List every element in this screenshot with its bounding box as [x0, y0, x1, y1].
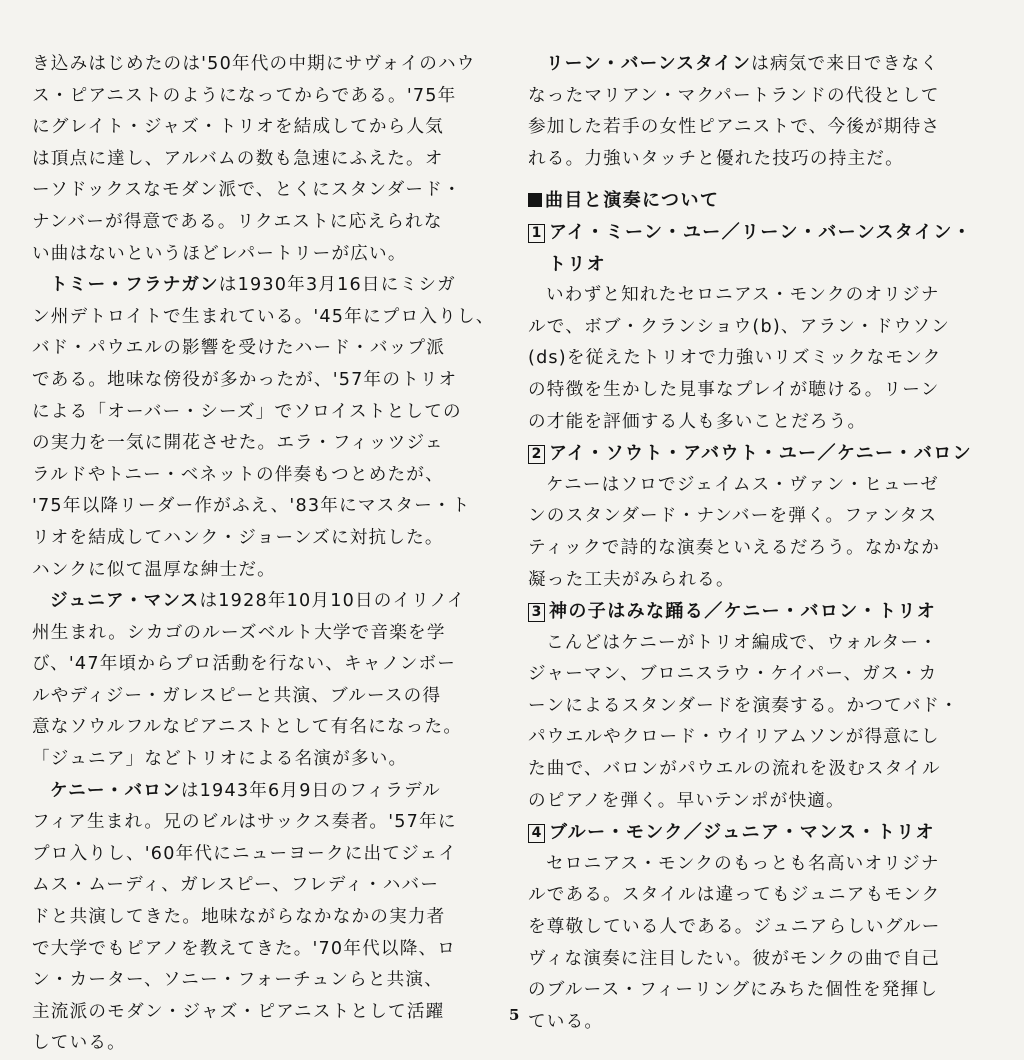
text-line: ヴィな演奏に注目したい。彼がモンクの曲で自己 — [528, 948, 941, 969]
text-line: き込みはじめたのは'50年代の中期にサヴォイのハウ — [32, 54, 476, 74]
track-title-text: アイ・ミーン・ユー／リーン・バーンスタイン・ — [549, 221, 973, 243]
text-span: は1930年3月16日にミシガ — [218, 275, 456, 296]
text-line: による「オーバー・シーズ」でソロイストとしての — [32, 401, 462, 422]
track-title-text: アイ・ソウト・アバウト・ユー／ケニー・バロン — [549, 443, 973, 465]
text-line: 意なソウルフルなピアニストとして有名になった。 — [32, 717, 463, 738]
track-title-text: ブルー・モンク／ジュニア・マンス・トリオ — [549, 822, 935, 844]
text-line: ーンによるスタンダードを演奏する。かつてバド・ — [528, 695, 959, 716]
track-3 — [528, 596, 996, 817]
track-number-box: 1 — [528, 224, 545, 243]
section-heading-text: 曲目と演奏について — [545, 190, 720, 212]
track-title — [528, 596, 996, 628]
bernstein-bio — [528, 49, 996, 175]
text-line: で大学でもピアノを教えてきた。'70年代以降、ロ — [32, 938, 457, 959]
text-line: ハンクに似て温厚な紳士だ。 — [32, 559, 276, 580]
track-title — [528, 817, 996, 849]
text-line: を尊敬している人である。ジュニアらしいグルー — [528, 917, 941, 938]
text-line: リオを結成してハンク・ジョーンズに対抗した。 — [32, 527, 444, 548]
text-line: ている。 — [528, 1011, 604, 1032]
artist-name: ジュニア・マンス — [50, 591, 200, 612]
track-4 — [528, 817, 996, 1038]
text-line: ン・カーター、ソニー・フォーチュンらと共演、 — [32, 970, 444, 991]
text-line: のブルース・フィーリングにみちた個性を発揮し — [528, 980, 939, 1001]
track-title — [528, 217, 996, 249]
text-line: ンのスタンダード・ナンバーを弾く。ファンタス — [528, 506, 938, 527]
text-line: ジャーマン、ブロニスラウ・ケイパー、ガス・カ — [528, 664, 938, 685]
track-title-continued: トリオ — [548, 253, 607, 275]
text-line: ルである。スタイルは違ってもジュニアもモンク — [528, 885, 941, 906]
bio-first-line — [528, 49, 996, 81]
left-column — [32, 49, 500, 1060]
text-line: ティックで詩的な演奏といえるだろう。なかなか — [528, 537, 941, 558]
section-heading — [528, 185, 996, 217]
text-line: 凝った工夫がみられる。 — [528, 569, 735, 590]
track-title-text: 神の子はみな踊る／ケニー・バロン・トリオ — [549, 601, 937, 623]
text-line: プロ入りし、'60年代にニューヨークに出てジェイ — [32, 843, 458, 864]
text-line: た曲で、バロンがパウエルの流れを汲むスタイル — [528, 759, 941, 780]
text-line: である。地味な傍役が多かったが、'57年のトリオ — [32, 369, 458, 390]
text-line: ドと共演してきた。地味ながらなかなかの実力者 — [32, 907, 446, 928]
text-line: れる。力強いタッチと優れた技巧の持主だ。 — [528, 148, 904, 169]
text-line: なったマリアン・マクパートランドの代役として — [528, 85, 940, 106]
text-line: 参加した若手の女性ピアニストで、今後が期待さ — [528, 117, 941, 138]
text-line: 「ジュニア」などトリオによる名演が多い。 — [32, 749, 408, 770]
text-span: は1928年10月10日のイリノイ — [199, 591, 466, 612]
text-line: は頂点に達し、アルバムの数も急速にふえた。オ — [32, 148, 444, 169]
text-line: の才能を評価する人も多いことだろう。 — [528, 411, 867, 432]
track-number-box: 4 — [528, 824, 545, 843]
text-line: ルで、ボブ・クランショウ(b)、アラン・ドウソン — [528, 316, 951, 337]
text-line: (ds)を従えたトリオで力強いリズミックなモンク — [528, 348, 942, 369]
text-line: ーソドックスなモダン派で、とくにスタンダード・ — [32, 180, 462, 201]
right-column — [528, 49, 996, 1038]
bio-first-line — [32, 776, 500, 808]
artist-name: ケニー・バロン — [50, 780, 181, 801]
text-line: い曲はないというほどレパートリーが広い。 — [32, 243, 407, 264]
artist-name: リーン・バーンスタイン — [546, 54, 752, 74]
bio-first-line — [32, 270, 500, 302]
text-line: セロニアス・モンクのもっとも名高いオリジナ — [546, 853, 940, 874]
text-line: の実力を一気に開花させた。エラ・フィッツジェ — [32, 433, 444, 454]
text-line: ン州デトロイトで生まれている。'45年にプロ入りし、 — [32, 306, 495, 327]
text-line: ルやディジー・ガレスピーと共演、ブルースの得 — [32, 685, 442, 706]
text-line: ムス・ムーディ、ガレスピー、フレディ・ハバー — [32, 875, 440, 896]
text-line: ケニーはソロでジェイムス・ヴァン・ヒューゼ — [546, 474, 940, 495]
text-line: ラルドやトニー・ベネットの伴奏もつとめたが、 — [32, 464, 444, 485]
text-line: の特徴を生かした見事なプレイが聴ける。リーン — [528, 379, 940, 400]
text-span: は1943年6月9日のフィラデル — [180, 780, 441, 801]
barron-bio — [32, 776, 500, 1060]
text-line: ス・ピアニストのようになってからである。'75年 — [32, 85, 457, 106]
track-title — [528, 438, 996, 470]
text-line: 州生まれ。シカゴのルーズベルト大学で音楽を学 — [32, 622, 446, 643]
page-number: 5 — [509, 1006, 520, 1024]
flanagan-bio — [32, 270, 500, 586]
text-line: '75年以降リーダー作がふえ、'83年にマスター・ト — [32, 496, 471, 517]
text-line: にグレイト・ジャズ・トリオを結成してから人気 — [32, 117, 445, 138]
spacer — [528, 175, 996, 185]
text-line: いわずと知れたセロニアス・モンクのオリジナ — [546, 285, 940, 306]
track-number-box: 3 — [528, 603, 545, 622]
mance-bio — [32, 586, 500, 776]
text-line: フィア生まれ。兄のビルはサックス奏者。'57年に — [32, 812, 457, 833]
track-2 — [528, 438, 996, 596]
text-line: している。 — [32, 1033, 126, 1054]
artist-name: トミー・フラナガン — [50, 275, 219, 296]
text-line: のピアノを弾く。早いテンポが快適。 — [528, 790, 845, 811]
bio-first-line — [32, 586, 500, 618]
track-1 — [528, 217, 996, 438]
text-line: ナンバーが得意である。リクエストに応えられな — [32, 211, 443, 232]
text-line: バド・パウエルの影響を受けたハード・バップ派 — [32, 338, 446, 359]
text-line: こんどはケニーがトリオ編成で、ウォルター・ — [546, 632, 939, 653]
track-number-box: 2 — [528, 445, 545, 464]
text-line: び、'47年頃からプロ活動を行ない、キャノンボー — [32, 654, 457, 675]
intro-paragraph — [32, 49, 500, 270]
text-line: パウエルやクロード・ウイリアムソンが得意にし — [528, 727, 940, 748]
square-bullet-icon — [528, 193, 542, 207]
text-line: 主流派のモダン・ジャズ・ピアニストとして活躍 — [32, 1001, 445, 1022]
text-span: は病気で来日できなく — [751, 54, 940, 74]
